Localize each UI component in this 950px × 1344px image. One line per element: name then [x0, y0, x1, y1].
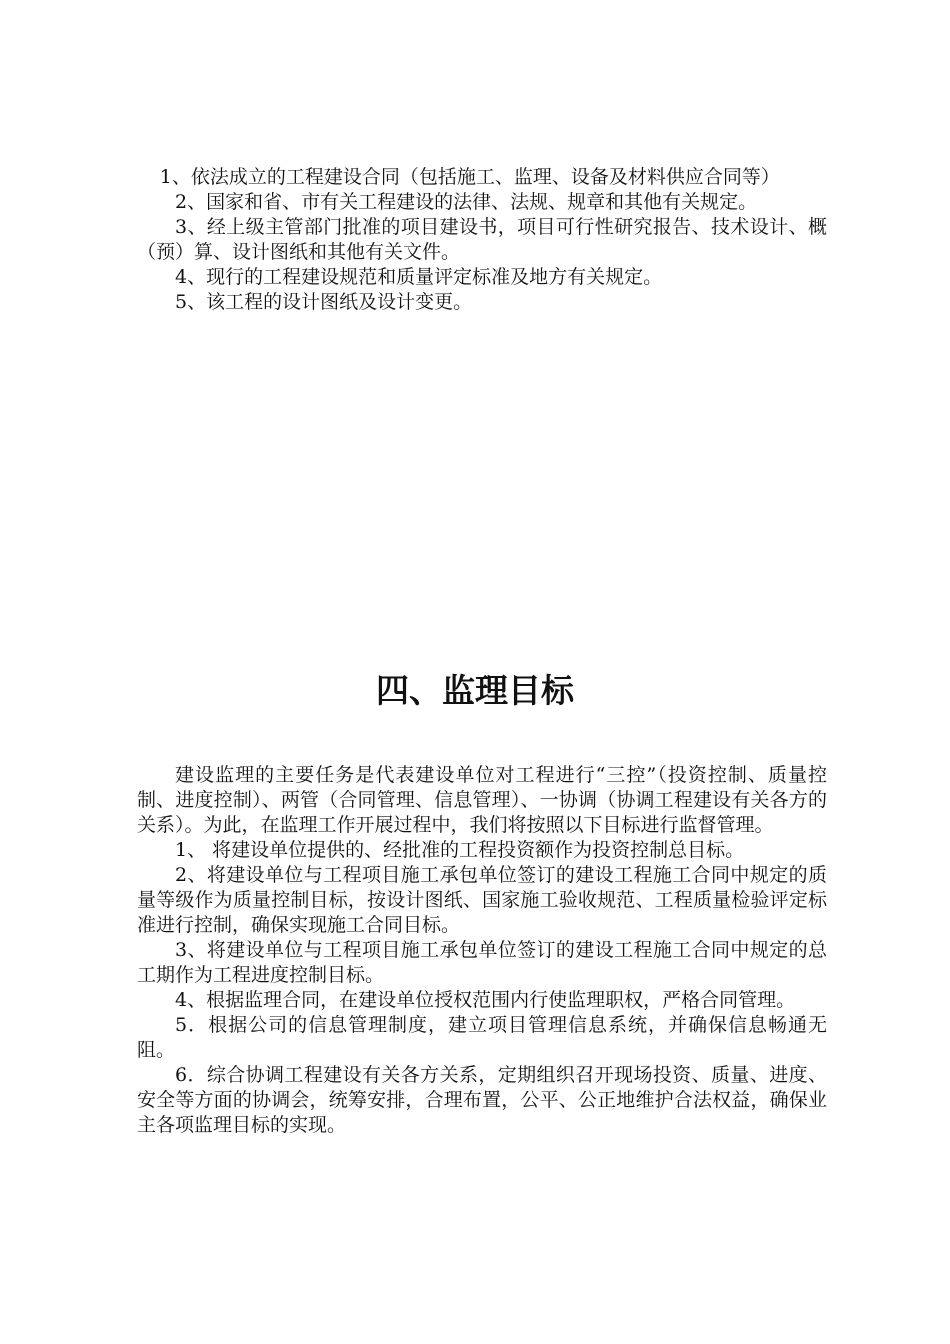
goal-item-2: 2、将建设单位与工程项目施工承包单位签订的建设工程施工合同中规定的质量等级作为质量控制目标，按设计图纸、国家施工验收规范、工程质量检验评定标准进行控制，确保实现施工合同目标。	[137, 864, 827, 936]
goals-intro: 建设监理的主要任务是代表建设单位对工程进行“三控”（投资控制、质量控制、进度控制）、两管（合同管理、信息管理）、一协调（协调工程建设有关各方的关系）。为此，在监理工作开展过程中，我们将按照以下目标进行监督管理。	[137, 764, 827, 836]
goal-item-1: 1、 将建设单位提供的、经批准的工程投资额作为投资控制总目标。	[175, 839, 745, 861]
basis-item-3: 3、经上级主管部门批准的项目建设书，项目可行性研究报告、技术设计、概（预）算、设计图纸和其他有关文件。	[137, 216, 827, 263]
supervision-basis-list	[137, 165, 827, 315]
basis-item-2: 2、国家和省、市有关工程建设的法律、法规、规章和其他有关规定。	[175, 191, 758, 213]
goal-item-4: 4、根据监理合同，在建设单位授权范围内行使监理职权，严格合同管理。	[175, 989, 796, 1011]
basis-item-4: 4、现行的工程建设规范和质量评定标准及地方有关规定。	[175, 266, 663, 288]
section-heading: 四、监理目标	[376, 671, 574, 710]
basis-item-1: 1、依法成立的工程建设合同（包括施工、监理、设备及材料供应合同等）	[159, 166, 780, 188]
goal-item-6: 6．综合协调工程建设有关各方关系，定期组织召开现场投资、质量、进度、安全等方面的协调会，统筹安排，合理布置，公平、公正地维护合法权益，确保业主各项监理目标的实现。	[137, 1064, 827, 1136]
goal-item-3: 3、将建设单位与工程项目施工承包单位签订的建设工程施工合同中规定的总工期作为工程进度控制目标。	[137, 939, 827, 986]
supervision-goals	[137, 763, 827, 1138]
basis-item-5: 5、该工程的设计图纸及设计变更。	[175, 291, 473, 313]
goal-item-5: 5．根据公司的信息管理制度，建立项目管理信息系统，并确保信息畅通无阻。	[137, 1014, 827, 1061]
